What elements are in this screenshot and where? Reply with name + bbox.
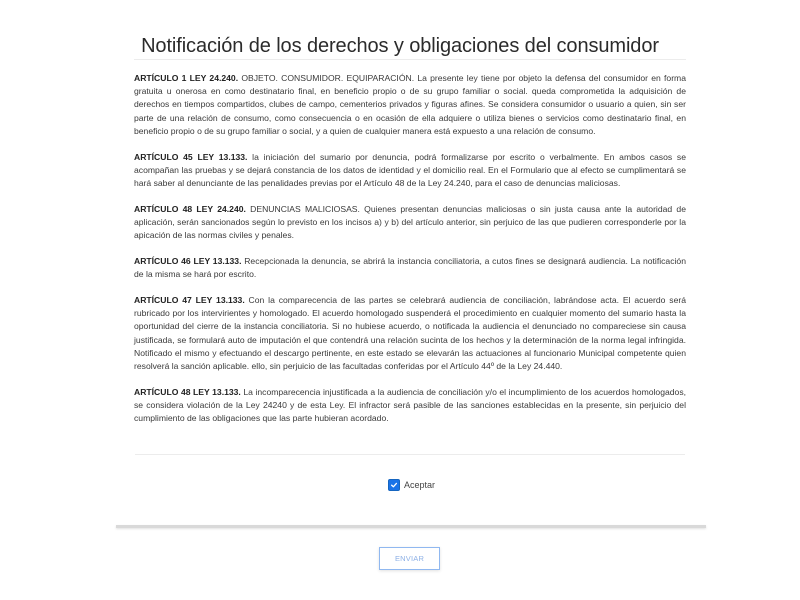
section-divider <box>135 454 685 455</box>
articles-list <box>134 72 686 438</box>
accept-label: Aceptar <box>404 480 436 490</box>
article-heading: ARTÍCULO 48 LEY 13.133. <box>134 386 241 397</box>
title-divider <box>134 59 686 60</box>
accept-checkbox[interactable] <box>388 479 400 491</box>
card-bottom-edge <box>116 525 706 528</box>
article-heading: ARTÍCULO 1 LEY 24.240. <box>134 73 239 83</box>
article-46 <box>134 255 686 281</box>
article-heading: ARTÍCULO 45 LEY 13.133. <box>134 151 248 162</box>
article-47 <box>134 294 686 373</box>
article-heading: ARTÍCULO 48 LEY 24.240. <box>134 203 246 214</box>
article-body: la iniciación del sumario por denuncia, podrá formalizarse por escrito o verbalmente. En ambos casos se acompañan las pruebas y se dejará constancia de los datos de identidad y el domicilio real. En el Formulario que al efecto se cumplimentará se hará saber al denunciante de las penalidades previas por el Artículo 48 de la Ley 24.240, para el caso de denuncias maliciosas. <box>134 151 686 189</box>
article-48-ley-24240 <box>134 203 686 243</box>
article-body: La incomparecencia injustificada a la audiencia de conciliación y/o el incumplimiento de los acuerdos homologados, se considera violación de la Ley 24240 y de esta Ley. El infractor será pasible de las sanciones establecidas en la presente, sin perjuicio del cumplimiento de las obligaciones que las parte hubieran acordado. <box>134 386 686 424</box>
article-heading: ARTÍCULO 46 LEY 13.133. <box>134 256 242 267</box>
article-heading: ARTÍCULO 47 LEY 13.133. <box>134 295 245 306</box>
article-body: Con la comparecencia de las partes se celebrará audiencia de conciliación, labrándose acta. El acuerdo será rubricado por los intervirientes y homologado. El acuerdo homologado suspenderá el procedimiento en cualquier momento del sumario hasta la oportunidad del cierre de la instancia conciliatoria. Si no hubiese acuerdo, o notificada la audiencia el denunciado no compareciese sin causa justificada, se formulará auto de imputación el que contendrá una relación sucinta de los hechos y la determinación de la norma legal infringida. Notificado el mismo y efectuando el descargo pertinente, en este estado se elevarán las actuaciones al funcionario Municipal competente quien resolverá la sanción aplicable. ello, sin perjuicio de las facultadas conferidas por el Artículo 44º de la Ley 24.440. <box>134 295 686 372</box>
accept-checkbox-row[interactable] <box>388 479 435 491</box>
check-icon <box>390 481 398 489</box>
article-body: OBJETO. CONSUMIDOR. EQUIPARACIÓN. La presente ley tiene por objeto la defensa del consumidor en forma gratuita u onerosa en como destinatario final, en beneficio propio o de su grupo familiar o social. queda comprometida la adquisición de derechos en tiempos compartidos, clubes de campo, cementerios privados y figuras afines. Se considera consumidor o usuario a quien, sin ser parte de una relación de consumo, como consecuencia o en ocasión de ella adquiere o utiliza bienes o servicios como destinatario final, en beneficio propio o de su grupo familiar o social, y a quien de cualquier manera está expuesto a una relación de consumo. <box>134 73 686 136</box>
article-48-ley-13133 <box>134 386 686 426</box>
article-body: Recepcionada la denuncia, se abrirá la instancia conciliatoria, a cutos fines se designará audiencia. La notificación de la misma se hará por escrito. <box>134 256 686 280</box>
page-title: Notificación de los derechos y obligaciones del consumidor <box>141 35 659 58</box>
submit-button[interactable]: ENVIAR <box>379 547 440 570</box>
article-body: DENUNCIAS MALICIOSAS. Quienes presentan denuncias maliciosas o sin justa causa ante la autoridad de aplicación, serán sancionados según lo previsto en los incisos a) y b) del artículo anterior, sin perjuico de las que pudieren corresponderle por la apicación de las normas civiles y penales. <box>134 203 686 241</box>
article-45 <box>134 151 686 191</box>
article-1 <box>134 72 686 138</box>
